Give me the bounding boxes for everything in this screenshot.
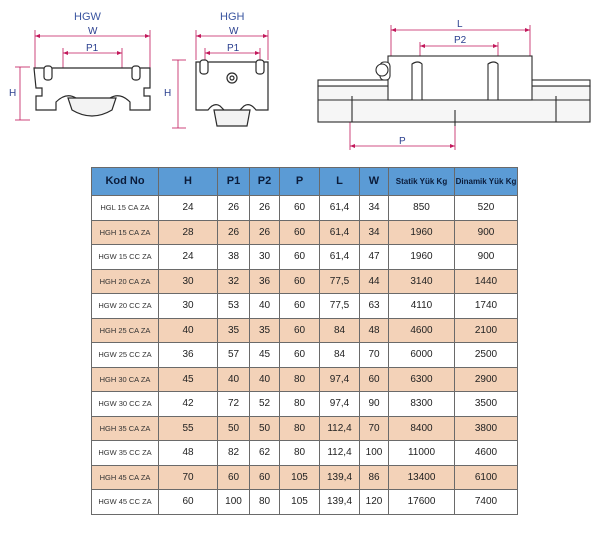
header-dinamik-yuk: Dinamik Yük Kg [455,168,518,196]
header-p: P [280,168,320,196]
table-row [92,367,518,392]
cell-dinamik-yuk: 520 [455,196,518,221]
cell-kod-no: HGH 15 CA ZA [92,220,159,245]
table-header-row [92,168,518,196]
cell-p: 105 [280,490,320,515]
cell-p2: 35 [250,318,280,343]
cell-p: 60 [280,294,320,319]
cell-statik-yuk: 8400 [389,416,455,441]
cell-w: 47 [360,245,389,270]
cell-statik-yuk: 17600 [389,490,455,515]
cell-p1: 60 [218,465,250,490]
cell-p2: 26 [250,196,280,221]
cell-dinamik-yuk: 900 [455,220,518,245]
hgw-title: HGW [74,11,101,23]
cell-p1: 40 [218,367,250,392]
cell-h: 48 [159,441,218,466]
cell-dinamik-yuk: 2100 [455,318,518,343]
cell-p1: 57 [218,343,250,368]
cell-p2: 80 [250,490,280,515]
cell-h: 42 [159,392,218,417]
technical-drawings [0,0,600,160]
cell-p: 80 [280,441,320,466]
header-l: L [320,168,360,196]
cell-dinamik-yuk: 1440 [455,269,518,294]
cell-w: 120 [360,490,389,515]
cell-kod-no: HGW 20 CC ZA [92,294,159,319]
cell-kod-no: HGW 35 CC ZA [92,441,159,466]
cell-p: 60 [280,245,320,270]
cell-h: 28 [159,220,218,245]
cell-p1: 26 [218,196,250,221]
table-row [92,196,518,221]
cell-dinamik-yuk: 3800 [455,416,518,441]
cell-p: 105 [280,465,320,490]
table-row [92,392,518,417]
hgw-block [34,66,150,116]
hgh-title: HGH [220,11,245,23]
cell-p1: 32 [218,269,250,294]
spec-table [91,167,518,515]
cell-kod-no: HGW 45 CC ZA [92,490,159,515]
header-p2: P2 [250,168,280,196]
cell-w: 44 [360,269,389,294]
hgw-p1-label: P1 [86,43,99,54]
cell-p1: 38 [218,245,250,270]
cell-l: 61,4 [320,220,360,245]
cell-dinamik-yuk: 3500 [455,392,518,417]
cell-p2: 45 [250,343,280,368]
cell-l: 97,4 [320,367,360,392]
header-statik-yuk: Statik Yük Kg [389,168,455,196]
header-p1: P1 [218,168,250,196]
cell-l: 61,4 [320,245,360,270]
cell-statik-yuk: 6300 [389,367,455,392]
header-h: H [159,168,218,196]
cell-p: 60 [280,343,320,368]
cell-dinamik-yuk: 900 [455,245,518,270]
cell-p2: 52 [250,392,280,417]
hgw-h-label: H [9,88,17,99]
cell-p2: 40 [250,367,280,392]
cell-p: 60 [280,196,320,221]
spec-table-wrapper [91,167,517,515]
side-l-label: L [457,19,463,30]
cell-l: 139,4 [320,465,360,490]
cell-p2: 50 [250,416,280,441]
cell-p1: 53 [218,294,250,319]
cell-dinamik-yuk: 1740 [455,294,518,319]
cell-h: 30 [159,294,218,319]
cell-w: 86 [360,465,389,490]
cell-kod-no: HGH 45 CA ZA [92,465,159,490]
cell-w: 34 [360,196,389,221]
cell-dinamik-yuk: 4600 [455,441,518,466]
cell-p: 80 [280,416,320,441]
cell-p1: 82 [218,441,250,466]
cell-kod-no: HGH 25 CA ZA [92,318,159,343]
cell-kod-no: HGH 20 CA ZA [92,269,159,294]
cell-w: 48 [360,318,389,343]
cell-kod-no: HGW 25 CC ZA [92,343,159,368]
cell-h: 45 [159,367,218,392]
cell-w: 70 [360,416,389,441]
cell-w: 34 [360,220,389,245]
cell-p: 60 [280,269,320,294]
cell-h: 36 [159,343,218,368]
header-kod-no: Kod No [92,168,159,196]
cell-statik-yuk: 850 [389,196,455,221]
table-row [92,220,518,245]
cell-l: 77,5 [320,294,360,319]
cell-p1: 35 [218,318,250,343]
cell-kod-no: HGL 15 CA ZA [92,196,159,221]
cell-h: 30 [159,269,218,294]
cell-p2: 40 [250,294,280,319]
cell-dinamik-yuk: 2900 [455,367,518,392]
hgh-p1-label: P1 [227,43,240,54]
cell-p2: 36 [250,269,280,294]
cell-l: 84 [320,343,360,368]
cell-l: 77,5 [320,269,360,294]
cell-kod-no: HGW 30 CC ZA [92,392,159,417]
table-body [92,196,518,515]
hgh-w-label: W [229,26,239,37]
cell-statik-yuk: 3140 [389,269,455,294]
cell-p: 60 [280,318,320,343]
hgh-block [196,60,268,126]
cell-w: 63 [360,294,389,319]
side-view-rail [318,56,590,126]
cell-p2: 26 [250,220,280,245]
table-row [92,490,518,515]
table-row [92,441,518,466]
table-row [92,416,518,441]
table-row [92,465,518,490]
cell-w: 90 [360,392,389,417]
cell-p2: 62 [250,441,280,466]
cell-statik-yuk: 6000 [389,343,455,368]
cell-p: 80 [280,392,320,417]
cell-statik-yuk: 13400 [389,465,455,490]
table-row [92,245,518,270]
table-row [92,269,518,294]
cell-kod-no: HGW 15 CC ZA [92,245,159,270]
cell-p: 60 [280,220,320,245]
cell-h: 60 [159,490,218,515]
cell-p1: 50 [218,416,250,441]
cell-p2: 30 [250,245,280,270]
hgh-h-label: H [164,88,172,99]
side-p2-label: P2 [454,35,467,46]
cell-p: 80 [280,367,320,392]
cell-p2: 60 [250,465,280,490]
cell-statik-yuk: 1960 [389,245,455,270]
cell-statik-yuk: 8300 [389,392,455,417]
cell-p1: 100 [218,490,250,515]
cell-l: 112,4 [320,416,360,441]
cell-h: 70 [159,465,218,490]
cell-dinamik-yuk: 7400 [455,490,518,515]
side-p-label: P [399,136,406,147]
cell-statik-yuk: 4110 [389,294,455,319]
cell-w: 70 [360,343,389,368]
cell-h: 24 [159,245,218,270]
cell-l: 61,4 [320,196,360,221]
cell-l: 84 [320,318,360,343]
cell-h: 55 [159,416,218,441]
cell-kod-no: HGH 30 CA ZA [92,367,159,392]
cell-kod-no: HGH 35 CA ZA [92,416,159,441]
cell-l: 112,4 [320,441,360,466]
cell-dinamik-yuk: 2500 [455,343,518,368]
table-row [92,318,518,343]
cell-w: 60 [360,367,389,392]
cell-statik-yuk: 11000 [389,441,455,466]
table-row [92,294,518,319]
cell-p1: 26 [218,220,250,245]
cell-h: 40 [159,318,218,343]
drawings-svg [0,0,600,160]
cell-h: 24 [159,196,218,221]
cell-l: 139,4 [320,490,360,515]
cell-statik-yuk: 1960 [389,220,455,245]
cell-l: 97,4 [320,392,360,417]
header-w: W [360,168,389,196]
cell-dinamik-yuk: 6100 [455,465,518,490]
table-row [92,343,518,368]
hgw-w-label: W [88,26,98,37]
cell-w: 100 [360,441,389,466]
cell-p1: 72 [218,392,250,417]
cell-statik-yuk: 4600 [389,318,455,343]
